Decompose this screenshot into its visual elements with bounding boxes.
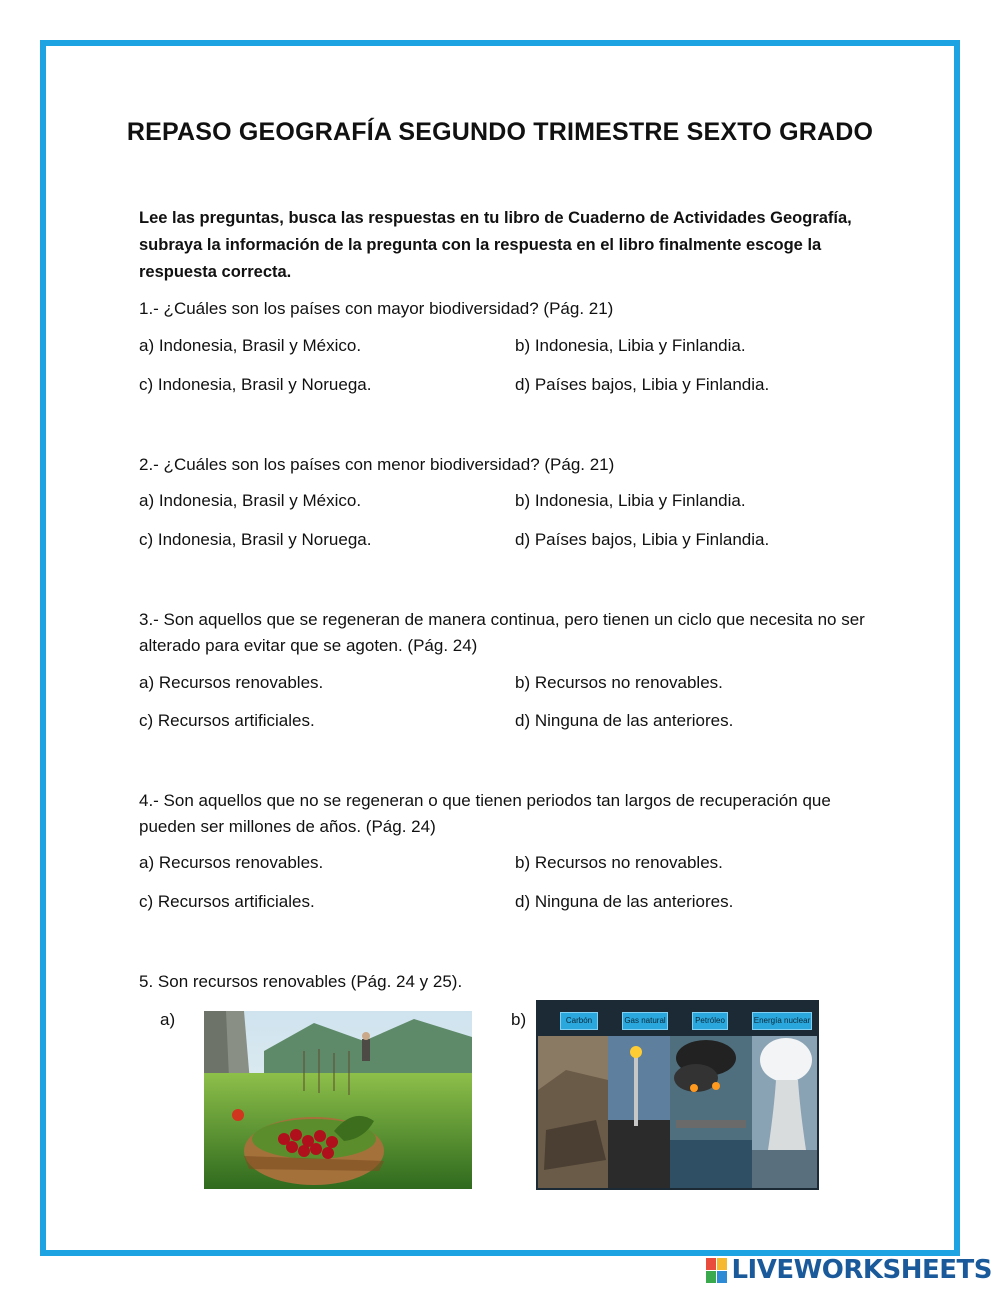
label-petroleo: Petróleo — [692, 1012, 728, 1030]
energy-sources-image[interactable] — [536, 1000, 819, 1190]
garden-basket-image[interactable] — [204, 1011, 472, 1189]
option-1d[interactable]: d) Países bajos, Libia y Finlandia. — [515, 375, 770, 394]
label-gas-natural: Gas natural — [622, 1012, 668, 1030]
liveworksheets-logo — [706, 1256, 992, 1284]
option-1b[interactable]: b) Indonesia, Libia y Finlandia. — [515, 336, 746, 355]
logo-blocks-icon — [706, 1258, 727, 1283]
question-1: 1.- ¿Cuáles son los países con mayor biodiversidad? (Pág. 21) — [139, 299, 614, 318]
garden-basket-illustration — [204, 1011, 472, 1189]
question-2: 2.- ¿Cuáles son los países con menor biodiversidad? (Pág. 21) — [139, 455, 615, 474]
option-3d[interactable]: d) Ninguna de las anteriores. — [515, 711, 734, 730]
option-2c[interactable]: c) Indonesia, Brasil y Noruega. — [139, 530, 372, 549]
label-energia-nuclear: Energía nuclear — [752, 1012, 812, 1030]
page-title: REPASO GEOGRAFÍA SEGUNDO TRIMESTRE SEXTO GRADO — [126, 118, 874, 146]
option-4b[interactable]: b) Recursos no renovables. — [515, 853, 723, 872]
question-4: 4.- Son aquellos que no se regeneran o que tienen periodos tan largos de recuperación que pueden ser millones de años. (Pág. 24) — [139, 791, 831, 836]
option-2a[interactable]: a) Indonesia, Brasil y México. — [139, 491, 362, 510]
option-5b-label[interactable]: b) — [511, 1010, 527, 1029]
option-1a[interactable]: a) Indonesia, Brasil y México. — [139, 336, 362, 355]
option-3b[interactable]: b) Recursos no renovables. — [515, 673, 723, 692]
option-3a[interactable]: a) Recursos renovables. — [139, 673, 324, 692]
option-5a-label[interactable]: a) — [160, 1010, 176, 1029]
instructions: Lee las preguntas, busca las respuestas en tu libro de Cuaderno de Actividades Geografía, subraya la información de la pregunta con la respuesta en el libro finalmente escoge la respuesta correcta. — [139, 209, 852, 281]
label-carbon: Carbón — [560, 1012, 598, 1030]
option-3c[interactable]: c) Recursos artificiales. — [139, 711, 315, 730]
option-4c[interactable]: c) Recursos artificiales. — [139, 892, 315, 911]
option-2d[interactable]: d) Países bajos, Libia y Finlandia. — [515, 530, 770, 549]
question-5: 5. Son recursos renovables (Pág. 24 y 25). — [139, 972, 463, 991]
question-3: 3.- Son aquellos que se regeneran de manera continua, pero tienen un ciclo que necesita no ser alterado para evitar que se agoten. (Pág. 24) — [139, 610, 865, 655]
option-4a[interactable]: a) Recursos renovables. — [139, 853, 324, 872]
logo-text: LIVEWORKSHEETS — [731, 1255, 992, 1285]
option-1c[interactable]: c) Indonesia, Brasil y Noruega. — [139, 375, 372, 394]
option-2b[interactable]: b) Indonesia, Libia y Finlandia. — [515, 491, 746, 510]
option-4d[interactable]: d) Ninguna de las anteriores. — [515, 892, 734, 911]
